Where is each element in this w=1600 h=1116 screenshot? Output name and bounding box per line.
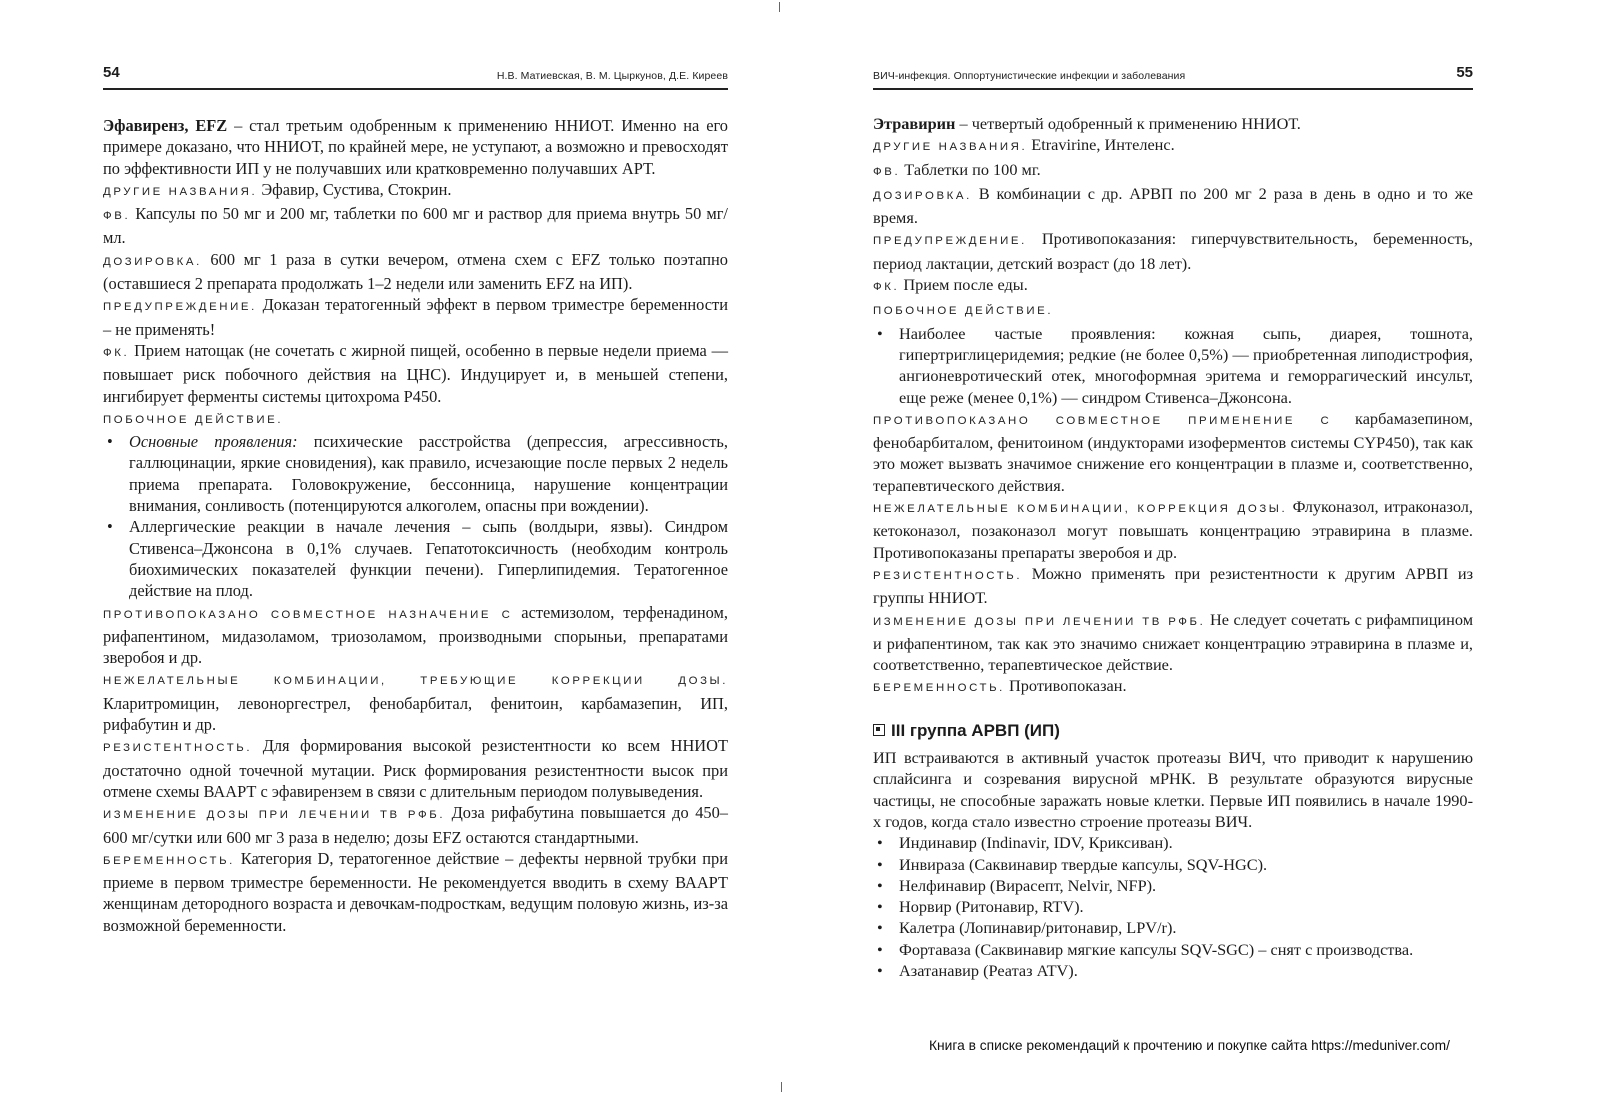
section-label: ИЗМЕНЕНИЕ ДОЗЫ ПРИ ЛЕЧЕНИИ ТВ РФБ. — [873, 615, 1206, 628]
drug-name: Этравирин — [873, 114, 956, 133]
tb-dose-change: ИЗМЕНЕНИЕ ДОЗЫ ПРИ ЛЕЧЕНИИ ТВ РФБ. Доза рифабутина повышается до 450–600 мг/сутки или 600 мг 3 раза в неделю; дозы EFZ остаются стандартными. — [103, 803, 728, 847]
section-square-icon — [873, 724, 885, 736]
list-item: • Фортаваза (Саквинавир мягкие капсулы SQV-SGC) – снят с производства. — [899, 939, 1473, 960]
page-number: 55 — [1456, 64, 1473, 81]
section-label: ДРУГИЕ НАЗВАНИЯ. — [873, 141, 1028, 154]
pregnancy: БЕРЕМЕННОСТЬ. Противопоказан. — [873, 676, 1127, 696]
intro-paragraph: Этравирин – четвертый одобренный к применению ННИОТ. — [873, 114, 1301, 133]
protease-inhibitor-list — [873, 832, 1473, 981]
section-label: ПРОТИВОПОКАЗАНО СОВМЕСТНОЕ ПРИМЕНЕНИЕ С — [873, 414, 1332, 427]
dosage-form: ФВ. Капсулы по 50 мг и 200 мг, таблетки по 600 мг и раствор для приема внутрь 50 мг/мл. — [103, 204, 728, 248]
side-effects-list — [873, 323, 1473, 408]
resistance: РЕЗИСТЕНТНОСТЬ. Можно применять при резистентности к другим АРВП из группы ННИОТ. — [873, 563, 1473, 608]
list-item: • Аллергические реакции в начале лечения – сыпь (волдыри, язвы). Синдром Стивенса–Джонсона в 0,1% случаев. Гепатотоксичность (необходим контроль биохимических показателей функции печени). Гиперлипидемия. Тератогенное действие на плод. — [129, 516, 728, 601]
section-label: ПРОТИВОПОКАЗАНО СОВМЕСТНОЕ НАЗНАЧЕНИЕ С — [103, 608, 513, 621]
list-item: • Инвираза (Саквинавир твердые капсулы, SQV-HGC). — [899, 854, 1473, 875]
right-page-header — [873, 62, 1473, 90]
pharmacokinetics: ФК. Прием натощак (не сочетать с жирной пищей, особенно в первые недели приема — повышает риск побочного действия на ЦНС). Индуцирует и, в меньшей степени, ингибирует ферменты системы цитохрома Р450. — [103, 340, 728, 406]
side-effects-heading — [873, 298, 1473, 322]
other-names: ДРУГИЕ НАЗВАНИЯ. Эфавир, Сустива, Стокрин. — [103, 179, 452, 199]
section-label: ПОБОЧНОЕ ДЕЙСТВИЕ. — [873, 305, 1054, 318]
section-label: НЕЖЕЛАТЕЛЬНЫЕ КОМБИНАЦИИ, ТРЕБУЮЩИЕ КОРРЕКЦИИ ДОЗЫ. — [103, 675, 728, 688]
page-number: 54 — [103, 64, 120, 81]
section-label: ПРЕДУПРЕЖДЕНИЕ. — [103, 301, 257, 314]
list-item: • Индинавир (Indinavir, IDV, Криксиван). — [899, 832, 1473, 853]
section-title: III группа АРВП (ИП) — [891, 720, 1060, 740]
right-page-body — [873, 113, 1473, 981]
left-page-header — [103, 62, 728, 90]
section-heading — [873, 720, 1473, 741]
list-item: • Азатанавир (Реатаз ATV). — [899, 960, 1473, 981]
pharmacokinetics: ФК. Прием после еды. — [873, 275, 1028, 295]
section-label: ФК. — [873, 281, 900, 294]
contraindications: ПРОТИВОПОКАЗАНО СОВМЕСТНОЕ НАЗНАЧЕНИЕ С астемизолом, терфенадином, рифапентином, мидазоламом, триозоламом, производными спорыньи, препаратами зверобоя и др. — [103, 602, 728, 668]
undesired-combinations: НЕЖЕЛАТЕЛЬНЫЕ КОМБИНАЦИИ, КОРРЕКЦИЯ ДОЗЫ. Флуконазол, итраконазол, кетоконазол, позаконазол могут повышать концентрацию этравирина в плазме. Противопоказаны препараты зверобоя и др. — [873, 497, 1473, 562]
left-page-body — [103, 115, 728, 936]
section-label: ФК. — [103, 346, 130, 359]
undesired-combinations: НЕЖЕЛАТЕЛЬНЫЕ КОМБИНАЦИИ, ТРЕБУЮЩИЕ КОРРЕКЦИИ ДОЗЫ. Кларитромицин, левоноргестрел, фенобарбитал, фенитоин, карбамазепин, ИП, рифабутин и др. — [103, 675, 728, 735]
dosage-form: ФВ. Таблетки по 100 мг. — [873, 159, 1041, 179]
section-label: БЕРЕМЕННОСТЬ. — [873, 682, 1005, 695]
section-label: БЕРЕМЕННОСТЬ. — [103, 854, 235, 867]
side-effects-list — [103, 431, 728, 601]
section-label: ПРЕДУПРЕЖДЕНИЕ. — [873, 235, 1027, 248]
section-paragraph: ИП встраиваются в активный участок протеазы ВИЧ, что приводит к нарушению сплайсинга и созревания вирусной мРНК. В результате образуются вирусные частицы, не способные заражать новые клетки. Первые ИП появились в начале 1990-х годов, когда стало известно строение протеазы ВИЧ. — [873, 748, 1473, 831]
drug-name: Эфавиренз, EFZ — [103, 116, 228, 135]
warning: ПРЕДУПРЕЖДЕНИЕ. Противопоказания: гиперчувствительность, беременность, период лактации, детский возраст (до 18 лет). — [873, 229, 1473, 273]
list-item: • Основные проявления: психические расстройства (депрессия, агрессивность, галлюцинации, яркие сновидения), как правило, исчезающие после первых 2 недель приема препарата. Головокружение, бессонница, нарушение концентрации внимания, сонливость (потенцируются алкоголем, опасны при вождении). — [129, 431, 728, 516]
running-head: Н.В. Матиевская, В. М. Цыркунов, Д.Е. Киреев — [496, 70, 728, 82]
section-label: ПОБОЧНОЕ ДЕЙСТВИЕ. — [103, 413, 284, 426]
section-label: НЕЖЕЛАТЕЛЬНЫЕ КОМБИНАЦИИ, КОРРЕКЦИЯ ДОЗЫ. — [873, 503, 1288, 516]
right-page — [873, 0, 1473, 1116]
intro-paragraph: Эфавиренз, EFZ – стал третьим одобренным к применению ННИОТ. Именно на его примере доказано, что ННИОТ, по крайней мере, не уступают, а возможно и превосходят по эффективности ИП у не получавших или кратковременно получавших АРТ. — [103, 116, 728, 178]
warning: ПРЕДУПРЕЖДЕНИЕ. Доказан тератогенный эффект в первом триместре беременности – не применять! — [103, 295, 728, 339]
list-item: • Наиболее частые проявления: кожная сыпь, диарея, тошнота, гипертриглицеридемия; редкие (не более 0,5%) — приобретенная липодистрофия, ангионевротический отек, многоформная эритема и геморрагический инсульт, еще реже (менее 0,1%) — синдром Стивенса–Джонсона. — [899, 323, 1473, 408]
other-names: ДРУГИЕ НАЗВАНИЯ. Etravirine, Интеленс. — [873, 135, 1175, 155]
footer-note: Книга в списке рекомендаций к прочтению и покупке сайта https://meduniver.com/ — [929, 1038, 1450, 1053]
section-label: ИЗМЕНЕНИЕ ДОЗЫ ПРИ ЛЕЧЕНИИ ТВ РФБ. — [103, 809, 446, 822]
running-head: ВИЧ-инфекция. Оппортунистические инфекции и заболевания — [873, 70, 1186, 82]
section-label: РЕЗИСТЕНТНОСТЬ. — [103, 742, 253, 755]
list-item: • Калетра (Лопинавир/ритонавир, LPV/r). — [899, 917, 1473, 938]
left-page — [103, 0, 728, 1116]
section-label: ФВ. — [873, 165, 901, 178]
section-label: ДРУГИЕ НАЗВАНИЯ. — [103, 185, 258, 198]
side-effects-heading — [103, 407, 728, 431]
crop-mark-bottom — [781, 1082, 782, 1092]
section-label: ФВ. — [103, 210, 131, 223]
list-item: • Нелфинавир (Вирасепт, Nelvir, NFP). — [899, 875, 1473, 896]
dosage: ДОЗИРОВКА. В комбинации с др. АРВП по 200 мг 2 раза в день в одно и то же время. — [873, 183, 1473, 228]
section-label: ДОЗИРОВКА. — [873, 189, 972, 202]
dosage: ДОЗИРОВКА. 600 мг 1 раза в сутки вечером, отмена схем с EFZ только поэтапно (оставшиеся 2 препарата продолжать 1–2 недели или заменить EFZ на ИП). — [103, 249, 728, 294]
contraindications: ПРОТИВОПОКАЗАНО СОВМЕСТНОЕ ПРИМЕНЕНИЕ С карбамазепином, фенобарбиталом, фенитоином (индукторами изоферментов системы CYP450), так как это может вызвать значимое снижение его концентрации в плазме и, соответственно, терапевтического действия. — [873, 408, 1473, 495]
crop-mark-top — [779, 2, 780, 12]
resistance: РЕЗИСТЕНТНОСТЬ. Для формирования высокой резистентности ко всем ННИОТ достаточно одной точечной мутации. Риск формирования резистентности высок при отмене схемы ВААРТ с эфавирензем в связи с длительным периодом полувыведения. — [103, 736, 728, 801]
section-label: РЕЗИСТЕНТНОСТЬ. — [873, 569, 1023, 582]
section-label: ДОЗИРОВКА. — [103, 255, 202, 268]
list-item: • Норвир (Ритонавир, RTV). — [899, 896, 1473, 917]
pregnancy: БЕРЕМЕННОСТЬ. Категория D, тератогенное действие – дефекты нервной трубки при приеме в первом триместре беременности. Не рекомендуется вводить в схему ВААРТ женщинам детородного возраста и девочкам-подросткам, ведущим половую жизнь, из-за возможной беременности. — [103, 848, 728, 935]
tb-dose-change: ИЗМЕНЕНИЕ ДОЗЫ ПРИ ЛЕЧЕНИИ ТВ РФБ. Не следует сочетать с рифампицином и рифапентином, так как это значимо снижает концентрацию этравирина в плазме и, соответственно, терапевтическое действие. — [873, 609, 1473, 675]
